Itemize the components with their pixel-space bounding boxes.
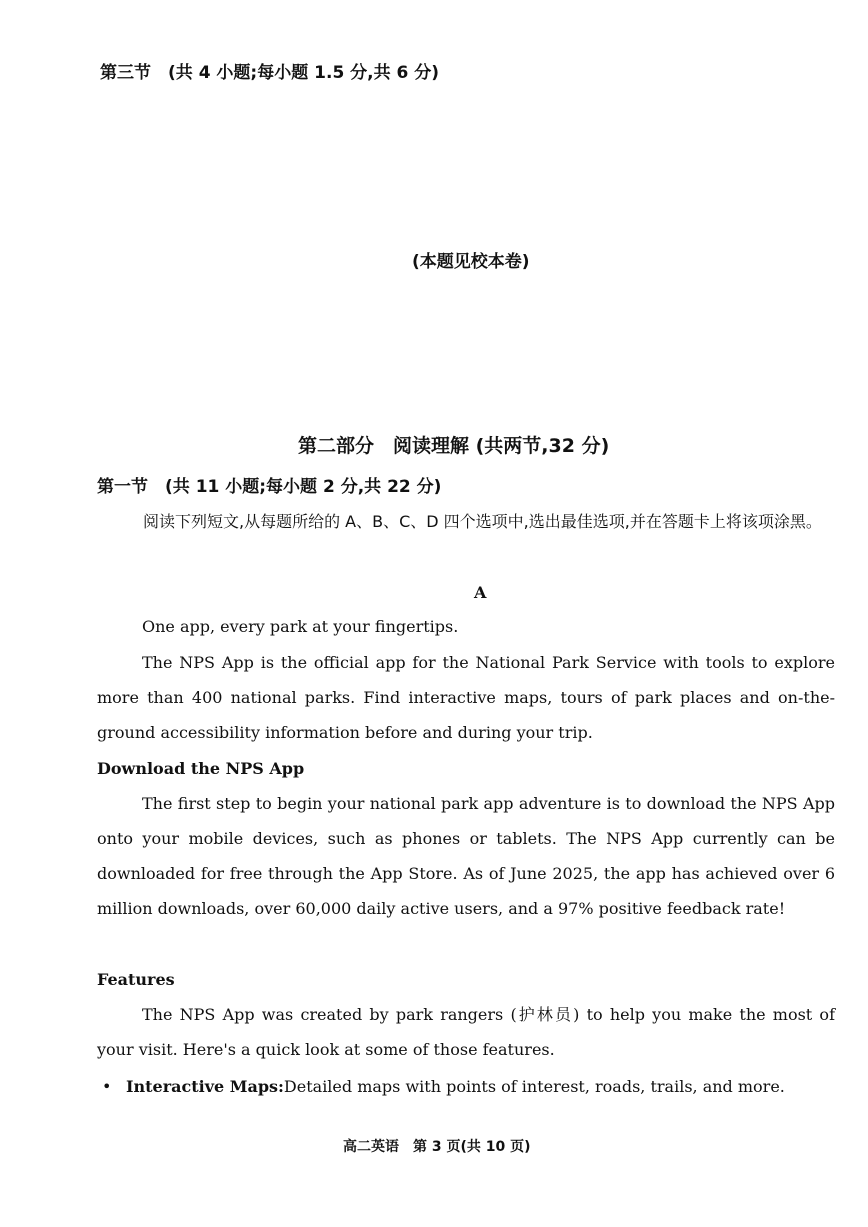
passage-intro-line: One app, every park at your fingertips. <box>142 617 459 636</box>
bullet-term: Interactive Maps: <box>126 1077 284 1096</box>
feature-bullet-interactive-maps <box>126 1069 785 1104</box>
download-paragraph: The first step to begin your national park app adventure is to download the NPS App onto your mobile devices, such as phones or tablets. The NPS App currently can be downloaded for free through the App Store. As of June 2025, the app has achieved over 6 million downloads, over 60,000 daily active users, and a 97% positive feedback rate! <box>97 794 835 918</box>
features-heading: Features <box>97 970 175 989</box>
bullet-text: Detailed maps with points of interest, roads, trails, and more. <box>283 1077 785 1096</box>
bullet-dot: • <box>102 1077 112 1096</box>
page-footer: 高二英语 第 3 页(共 10 页) <box>343 1139 531 1155</box>
download-heading: Download the NPS App <box>97 759 305 778</box>
reading-instructions: 阅读下列短文,从每题所给的 A、B、C、D 四个选项中,选出最佳选项,并在答题卡上将该项涂黑。 <box>143 512 822 531</box>
section3-header: 第三节 (共 4 小题;每小题 1.5 分,共 6 分) <box>100 63 440 83</box>
passage-label: A <box>474 583 487 602</box>
features-paragraph: The NPS App was created by park rangers (护林员) to help you make the most of your visit. Here's a quick look at some of those features. <box>97 1005 835 1059</box>
see-school-paper-note: (本题见校本卷) <box>412 252 530 272</box>
section1-header: 第一节 (共 11 小题;每小题 2 分,共 22 分) <box>97 477 442 497</box>
passage-intro-paragraph: The NPS App is the official app for the National Park Service with tools to explore more than 400 national parks. Find interactive maps, tours of park places and on-the-ground accessibility information before and during your trip. <box>97 653 835 742</box>
part2-title: 第二部分 阅读理解 (共两节,32 分) <box>298 435 610 457</box>
